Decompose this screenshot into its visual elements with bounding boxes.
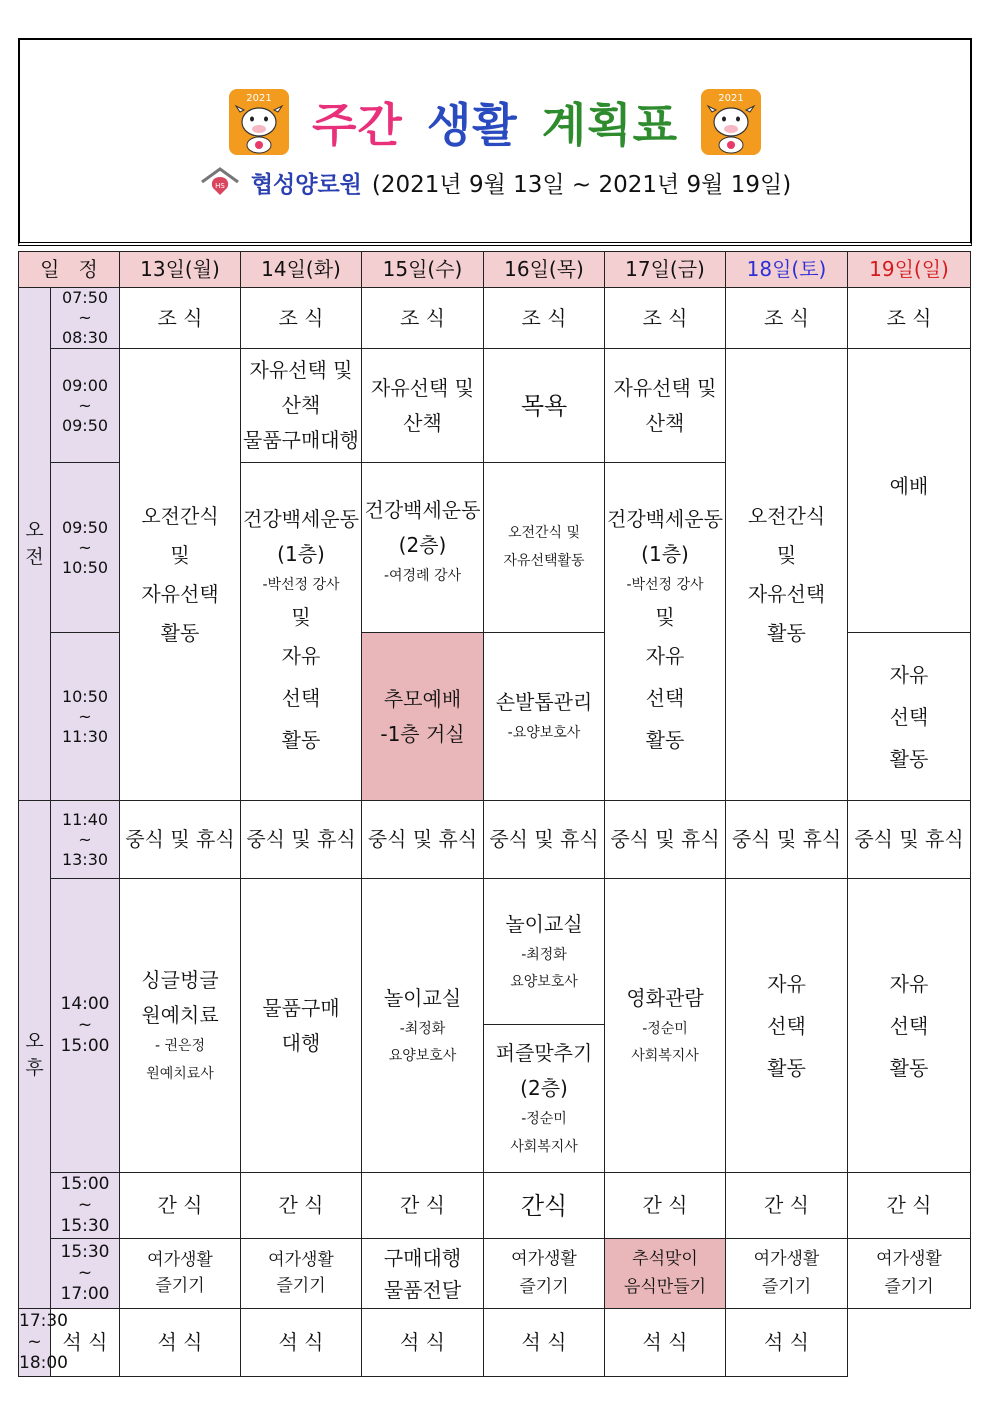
page-title [312, 89, 678, 155]
period-pm: 오 후 [19, 801, 51, 1309]
cell-breakfast: 조 식 [120, 288, 241, 349]
row-breakfast [19, 288, 971, 349]
cell-snack: 간 식 [848, 1173, 971, 1239]
time-slot: 17:30 ~ 18:00 [19, 1309, 51, 1377]
cell-leisure: 여가생활 즐기기 [484, 1239, 605, 1309]
cell-snack: 간 식 [241, 1173, 362, 1239]
day-header-sun: 19일(일) [848, 252, 971, 288]
cell-thu-bath: 목욕 [484, 349, 605, 463]
row-pm-1 [19, 879, 971, 1025]
day-header-mon: 13일(월) [120, 252, 241, 288]
cell-dinner: 석 식 [484, 1309, 605, 1377]
time-slot: 14:00 ~ 15:00 [51, 879, 120, 1173]
row-dinner [19, 1309, 971, 1377]
period-range: (2021년 9월 13일 ~ 2021년 9월 19일) [371, 171, 792, 198]
cell-snack: 간 식 [605, 1173, 726, 1239]
cell-snack: 간식 [484, 1173, 605, 1239]
cell-leisure: 여가생활 즐기기 [120, 1239, 241, 1309]
cell-fri-movie: 영화관람 -정순미 사회복지사 [605, 879, 726, 1173]
cell-thu-nailcare: 손발톱관리 -요양보호사 [484, 633, 605, 801]
row-am-1 [19, 349, 971, 463]
time-slot: 11:40 ~ 13:30 [51, 801, 120, 879]
header-row [19, 252, 971, 288]
cell-breakfast: 조 식 [484, 288, 605, 349]
time-slot: 15:30 ~ 17:00 [51, 1239, 120, 1309]
day-header-sat: 18일(토) [726, 252, 848, 288]
svg-text:2021: 2021 [246, 93, 272, 104]
time-slot: 07:50 ~ 08:30 [51, 288, 120, 349]
cell-sun-free: 자유 선택 활동 [848, 633, 971, 801]
row-lunch [19, 801, 971, 879]
cell-sat-am-snack: 오전간식 및 자유선택 활동 [726, 349, 848, 801]
cell-lunch: 중식 및 휴식 [726, 801, 848, 879]
cell-breakfast: 조 식 [848, 288, 971, 349]
org-name: 협성양로원 [250, 171, 362, 198]
title-header [18, 38, 972, 246]
svg-text:2021: 2021 [718, 93, 744, 104]
day-header-thu: 16일(목) [484, 252, 605, 288]
cell-tue-walk: 자유선택 및 산책 물품구매대행 [241, 349, 362, 463]
cell-tue-exercise: 건강백세운동 (1층) -박선정 강사 및 자유 선택 활동 [241, 463, 362, 801]
time-slot: 10:50 ~ 11:30 [51, 633, 120, 801]
cell-wed-delivery: 구매대행 물품전달 [362, 1239, 484, 1309]
cell-dinner: 석 식 [51, 1309, 120, 1377]
day-header-wed: 15일(수) [362, 252, 484, 288]
cell-snack: 간 식 [362, 1173, 484, 1239]
subtitle-row [20, 162, 970, 202]
row-snack [19, 1173, 971, 1239]
cow-mascot-icon [228, 88, 290, 156]
cell-dinner: 석 식 [241, 1309, 362, 1377]
cell-sat-free: 자유 선택 활동 [726, 879, 848, 1173]
cell-sun-free: 자유 선택 활동 [848, 879, 971, 1173]
title-word-weekly: 주간 [311, 98, 403, 152]
title-word-life: 생활 [426, 98, 518, 152]
cell-leisure: 여가생활 즐기기 [848, 1239, 971, 1309]
cell-fri-walk: 자유선택 및 산책 [605, 349, 726, 463]
cell-thu-snack: 오전간식 및 자유선택활동 [484, 463, 605, 633]
cell-dinner: 석 식 [120, 1309, 241, 1377]
cell-fri-exercise: 건강백세운동 (1층) -박선정 강사 및 자유 선택 활동 [605, 463, 726, 801]
cell-snack: 간 식 [120, 1173, 241, 1239]
cell-tue-purchase: 물품구매 대행 [241, 879, 362, 1173]
cell-breakfast: 조 식 [241, 288, 362, 349]
cell-thu-puzzle: 퍼즐맞추기 (2층) -정순미 사회복지사 [484, 1025, 605, 1173]
house-logo-icon [199, 166, 241, 198]
cell-breakfast: 조 식 [605, 288, 726, 349]
row-leisure [19, 1239, 971, 1309]
cell-dinner: 석 식 [605, 1309, 726, 1377]
cell-lunch: 중식 및 휴식 [241, 801, 362, 879]
cell-mon-gardening: 싱글벙글 원예치료 - 권은정 원예치료사 [120, 879, 241, 1173]
cell-lunch: 중식 및 휴식 [605, 801, 726, 879]
svg-text:HS: HS [214, 182, 225, 190]
cell-wed-exercise: 건강백세운동 (2층) -여경례 강사 [362, 463, 484, 633]
weekly-schedule-table [18, 251, 971, 1377]
cell-dinner: 석 식 [362, 1309, 484, 1377]
time-slot: 15:00 ~ 15:30 [51, 1173, 120, 1239]
cell-mon-am-snack: 오전간식 및 자유선택 활동 [120, 349, 241, 801]
cell-lunch: 중식 및 휴식 [120, 801, 241, 879]
cow-mascot-icon [700, 88, 762, 156]
cell-breakfast: 조 식 [726, 288, 848, 349]
cell-wed-play: 놀이교실 -최정화 요양보호사 [362, 879, 484, 1173]
cell-wed-walk: 자유선택 및 산책 [362, 349, 484, 463]
cell-dinner: 석 식 [726, 1309, 848, 1377]
schedule-page [18, 38, 972, 1374]
period-am: 오 전 [19, 288, 51, 801]
cell-leisure: 여가생활 즐기기 [241, 1239, 362, 1309]
title-row [20, 82, 970, 162]
cell-lunch: 중식 및 휴식 [362, 801, 484, 879]
cell-lunch: 중식 및 휴식 [484, 801, 605, 879]
cell-thu-play: 놀이교실 -최정화 요양보호사 [484, 879, 605, 1025]
cell-sun-worship: 예배 [848, 349, 971, 633]
cell-breakfast: 조 식 [362, 288, 484, 349]
cell-fri-cooking: 추석맞이 음식만들기 [605, 1239, 726, 1309]
cell-lunch: 중식 및 휴식 [848, 801, 971, 879]
day-header-fri: 17일(금) [605, 252, 726, 288]
cell-snack: 간 식 [726, 1173, 848, 1239]
cell-wed-memorial: 추모예배 -1층 거실 [362, 633, 484, 801]
title-word-plan: 계획표 [541, 98, 679, 152]
corner-label: 일 정 [19, 252, 120, 288]
cell-leisure: 여가생활 즐기기 [726, 1239, 848, 1309]
time-slot: 09:50 ~ 10:50 [51, 463, 120, 633]
day-header-tue: 14일(화) [241, 252, 362, 288]
time-slot: 09:00 ~ 09:50 [51, 349, 120, 463]
